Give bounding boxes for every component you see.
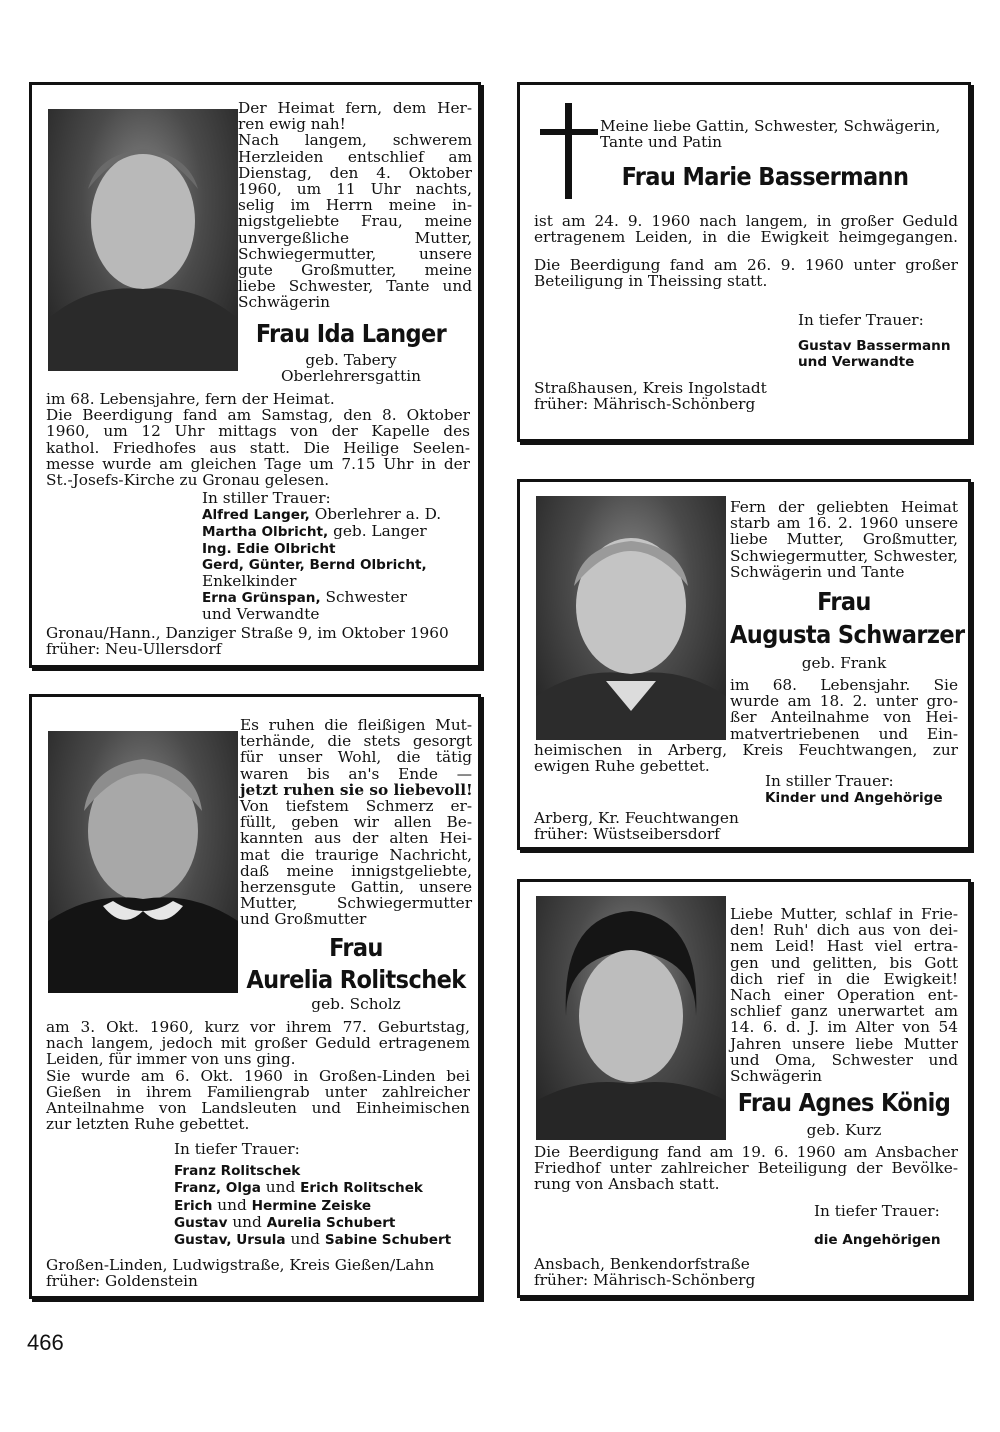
text-line: Friedhof unter zahlreicher Beteiligung der Bevölke- [534,1159,958,1178]
text-line: Mutter, Schwiegermutter [240,894,472,913]
mourning-heading: In tiefer Trauer: [798,311,924,329]
cross-icon [565,103,572,199]
text-line: matvertriebenen und Ein- [730,724,958,743]
langer-intro [238,100,472,311]
mourner-name: Erna Grünspan, [202,590,321,607]
text-line: Dienstag, den 4. Oktober [238,163,472,182]
koenig-body [534,1144,958,1193]
obituary-bassermann [517,82,971,442]
mourner-name: Erich Rolitschek [300,1180,423,1197]
mourner-name: Aurelia Schubert [266,1214,396,1231]
text-line: im 68. Lebensjahre, fern der Heimat. [46,390,335,408]
maiden-name: geb. Tabery [305,351,397,369]
conjunction: und [212,1195,252,1214]
text-line: gen und gelitten, bis Gott [730,953,958,972]
mourner-name: Gerd, Günter, Bernd Olbricht, [202,556,427,573]
text-line: Schwägerin [730,1067,823,1086]
text-line: Fern der geliebten Heimat [730,498,958,516]
text-line: Liebe Mutter, schlaf in Frie- [730,905,958,923]
address: Großen-Linden, Ludwigstraße, Kreis Gießen/Lahn [46,1256,435,1274]
mourner-line [202,589,441,606]
mourner-detail: Schwester [320,588,407,607]
rolitschek-body [46,1019,470,1132]
koenig-intro [730,906,958,1084]
text-line: Es ruhen die fleißigen Mut- [240,716,472,734]
obituary-langer [29,82,481,668]
portrait-photo-rolitschek [48,731,238,993]
mourners-list [202,490,441,623]
mourner-name: Kinder und Angehörige [765,790,943,806]
text-line: Leiden, für immer von uns ging. [46,1050,296,1069]
schwarzer-body [730,677,958,742]
occupation: Oberlehrersgattin [281,367,421,385]
text-line: ist am 24. 9. 1960 nach langem, in großer Geduld [534,212,958,230]
deceased-name: Aurelia Rolitschek [246,965,466,994]
text-line: 1960, um 12 Uhr mittags von der Kapelle des [46,422,470,441]
text-line: Jahren unsere liebe Mutter [730,1034,958,1053]
maiden-name: geb. Frank [801,654,887,672]
bassermann-intro [600,118,940,150]
langer-body [46,391,470,488]
mourner-name: Gustav, Ursula [174,1232,286,1249]
text-line: kannten aus der alten Hei- [240,829,472,848]
mourner-name: Gustav [174,1214,228,1231]
text-line: Die Beerdigung fand am 19. 6. 1960 am Ansbacher [534,1143,958,1161]
origin: früher: Mährisch-Schönberg [534,1271,756,1289]
text-line: Schwiegermutter, unsere [238,244,472,263]
mourner-name: Franz Rolitschek [174,1163,301,1180]
mourner-name: Franz, Olga [174,1180,261,1197]
address: Ansbach, Benkendorfstraße [534,1255,750,1273]
text-line: 1960, um 11 Uhr nachts, [238,180,472,199]
mourners-list [174,1141,451,1248]
conjunction: und [227,1212,267,1231]
mourning-heading: In tiefer Trauer: [814,1202,940,1220]
bassermann-funeral [534,257,958,289]
schwarzer-body-wide [534,742,958,774]
bassermann-body [534,213,958,245]
text-line: St.-Josefs-Kirche zu Gronau gelesen. [46,471,330,490]
text-line: rung von Ansbach statt. [534,1175,720,1194]
mourner-name: Martha Olbricht, [202,524,329,541]
text-line: unvergeßliche Mutter, [238,228,472,247]
mourning-heading: In tiefer Trauer: [174,1140,300,1158]
text-line: liebe Mutter, Großmutter, [730,530,958,549]
text-line: Gießen in ihrem Familiengrab unter zahlreicher [46,1082,470,1101]
mourner-name: und Verwandte [798,354,915,370]
obituary-rolitschek [29,694,481,1299]
text-line: Die Beerdigung fand am Samstag, den 8. Oktober [46,406,470,425]
mourner-detail: und Verwandte [202,605,320,624]
address: Gronau/Hann., Danziger Straße 9, im Oktober 1960 [46,624,449,642]
text-line: schlief ganz unerwartet am [730,1002,958,1021]
text-line: Von tiefstem Schmerz er- [240,797,472,816]
text-line: daß meine innigstgeliebte, [240,861,472,880]
obituary-koenig [517,879,971,1298]
mourner-name: Ing. Edie Olbricht [202,540,336,557]
origin: früher: Neu-Ullersdorf [46,640,222,658]
text-line: wurde am 18. 2. unter gro- [730,692,958,711]
text-line: herzensgute Gattin, unsere [240,878,472,897]
mourner-line [174,1197,451,1214]
mourner-name: Alfred Langer, [202,507,310,524]
deceased-name: Frau Marie Bassermann [621,162,909,191]
text-line: Nach langem, schwerem [238,131,472,150]
mourner-detail: Oberlehrer a. D. [309,505,442,524]
text-line: am 3. Okt. 1960, kurz vor ihrem 77. Geburtstag, [46,1018,470,1036]
mourner-line [202,523,441,540]
address: Arberg, Kr. Feuchtwangen [534,809,739,827]
text-line: selig im Herrn meine in- [238,196,472,215]
text-line: ren ewig nah! [238,115,346,134]
text-line: Der Heimat fern, dem Her- [238,99,472,117]
text-line: Anteilnahme von Landsleuten und Einheimischen [46,1099,470,1118]
deceased-name: Augusta Schwarzer [730,620,965,649]
deceased-title: Frau [329,933,383,962]
text-line: nem Leid! Hast viel ertra- [730,937,958,956]
mourner-detail: Enkelkinder [202,572,297,591]
text-line: dich rief in die Ewigkeit! [730,969,958,988]
maiden-name: geb. Kurz [806,1121,882,1139]
deceased-title: Frau [817,587,871,616]
mourner-name: die Angehörigen [814,1232,941,1248]
cross-icon-bar [540,129,598,135]
text-line: für unser Wohl, die tätig [240,748,472,767]
text-line: Schwägerin [238,293,331,312]
text-line: den! Ruh' dich aus von dei- [730,921,958,940]
origin: früher: Goldenstein [46,1272,198,1290]
maiden-name: geb. Scholz [311,995,401,1013]
text-line: Tante und Patin [600,133,723,152]
mourner-line [174,1214,451,1231]
mourning-heading: In stiller Trauer: [765,772,894,790]
text-line: und Großmutter [240,910,367,929]
origin: früher: Wüstseibersdorf [534,825,720,843]
text-line: Sie wurde am 6. Okt. 1960 in Großen-Linden bei [46,1066,470,1085]
text-line: mat die traurige Nachricht, [240,845,472,864]
origin: früher: Mährisch-Schönberg [534,395,756,413]
conjunction: und [285,1230,325,1249]
text-line: jetzt ruhen sie so liebevoll! [240,780,473,799]
portrait-photo-schwarzer [536,496,726,740]
text-line: heimischen in Arberg, Kreis Feuchtwangen, zur [534,741,958,759]
text-line: nach langem, jedoch mit großer Geduld ertragenem [46,1034,470,1053]
text-line: Meine liebe Gattin, Schwester, Schwägerin, [600,117,941,135]
mourner-line [202,506,441,523]
text-line: Herzleiden entschlief am [238,147,472,166]
text-line: füllt, geben wir allen Be- [240,813,472,832]
mourner-name: Sabine Schubert [324,1232,452,1249]
text-line: messe wurde am gleichen Tage um 7.15 Uhr in der [46,454,470,473]
text-line: gute Großmutter, meine [238,261,472,280]
text-line: ßer Anteilnahme von Hei- [730,708,958,727]
address: Straßhausen, Kreis Ingolstadt [534,379,767,397]
rolitschek-intro [240,717,472,928]
deceased-name: Frau Ida Langer [255,319,447,348]
portrait-photo-koenig [536,896,726,1140]
mourner-detail: geb. Langer [328,522,427,541]
mourner-name: Erich [174,1197,213,1214]
deceased-name: Frau Agnes König [737,1088,951,1117]
text-line: liebe Schwester, Tante und [238,277,472,296]
text-line: starb am 16. 2. 1960 unsere [730,514,958,533]
text-line: Die Beerdigung fand am 26. 9. 1960 unter großer [534,256,958,274]
schwarzer-intro [730,499,958,580]
obituary-schwarzer [517,479,971,850]
text-line: und Oma, Schwester und [730,1050,958,1069]
conjunction: und [260,1178,301,1197]
text-line: im 68. Lebensjahr. Sie [730,676,958,694]
text-line: Schwägerin und Tante [730,562,905,581]
mourning-heading: In stiller Trauer: [202,489,331,507]
text-line: 14. 6. d. J. im Alter von 54 [730,1018,958,1037]
mourner-line [174,1231,451,1248]
page-number: 466 [27,1330,64,1355]
text-line: Nach einer Operation ent- [730,986,958,1005]
text-line: Schwiegermutter, Schwester, [730,546,958,565]
text-line: waren bis an's Ende — [240,764,472,783]
text-line: Beteiligung in Theissing statt. [534,272,768,291]
text-line: ertragenem Leiden, in die Ewigkeit heimgegangen. [534,228,958,247]
portrait-photo-langer [48,109,238,371]
text-line: ewigen Ruhe gebettet. [534,757,710,776]
text-line: kathol. Friedhofes aus statt. Die Heilige Seelen- [46,438,470,457]
text-line: terhände, die stets gesorgt [240,732,472,751]
text-line: nigstgeliebte Frau, meine [238,212,472,231]
mourner-name: Gustav Bassermann [798,338,951,354]
mourner-line [174,1179,451,1196]
text-line: zur letzten Ruhe gebettet. [46,1115,250,1134]
mourner-name: Hermine Zeiske [251,1197,372,1214]
